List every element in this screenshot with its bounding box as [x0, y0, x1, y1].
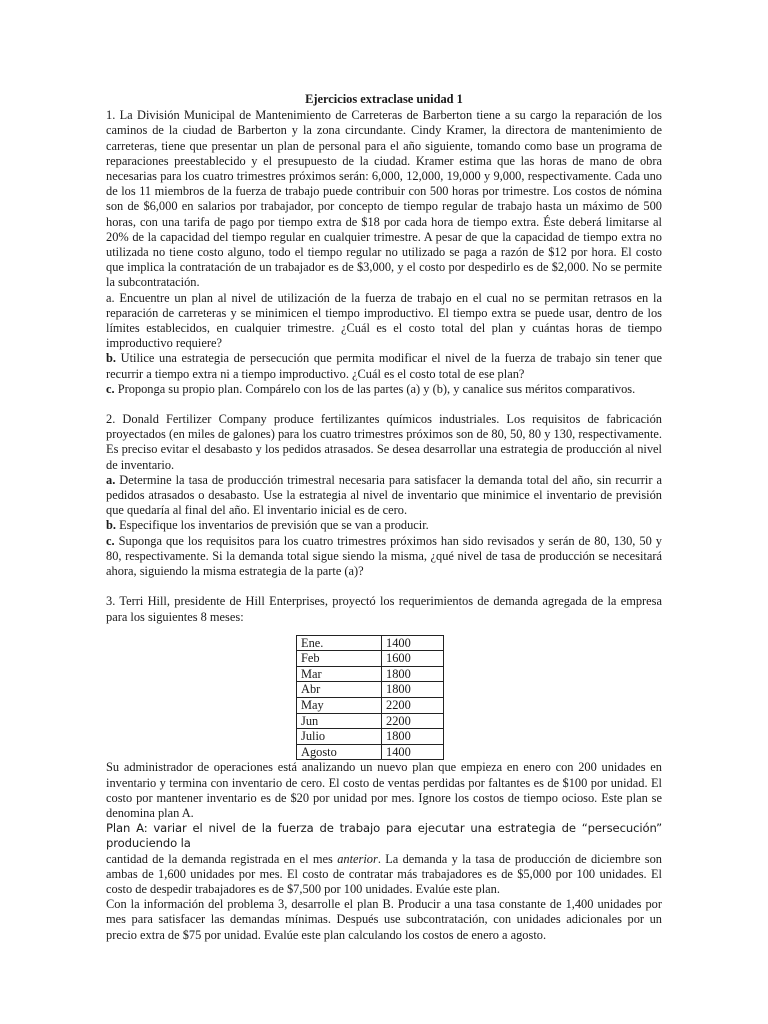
table-row [297, 682, 444, 698]
demand-cell: 1800 [382, 729, 444, 745]
part-b-label: b. [106, 351, 116, 366]
part-c-label: c. [106, 381, 115, 396]
demand-cell: 1600 [382, 651, 444, 667]
plan-a-pre: cantidad de la demanda registrada en el mes [106, 851, 338, 866]
demand-table [296, 635, 444, 761]
month-cell: Ene. [297, 635, 382, 651]
part-b-text: Especifique los inventarios de previsión que se van a producir. [116, 518, 429, 533]
table-row [297, 698, 444, 714]
demand-cell: 1800 [382, 682, 444, 698]
plan-a-description [106, 852, 662, 898]
demand-cell: 2200 [382, 698, 444, 714]
page-title: Ejercicios extraclase unidad 1 [305, 92, 463, 106]
part-c-text: Suponga que los requisitos para los cuatro trimestres próximos han sido revisados y serán de 80, 130, 50 y 80, respectivamente. Si la demanda total sigue siendo la misma, ¿qué nivel de tasa de producción se necesitará ahora, siguiendo la misma estrategia de la parte (a)? [106, 533, 662, 579]
part-a-label: a. [106, 472, 116, 487]
month-cell: Abr [297, 682, 382, 698]
problem-2-part-c [106, 534, 662, 580]
problem-1 [106, 108, 662, 397]
part-c-text: Proponga su propio plan. Compárelo con los de las partes (a) y (b), y canalice sus méritos comparativos. [114, 381, 636, 396]
problem-1-statement: 1. La División Municipal de Mantenimiento de Carreteras de Barberton tiene a su cargo la reparación de los caminos de la ciudad de Barberton y la zona circundante. Cindy Kramer, la directora de mantenimiento de carreteras, tiene que presentar un plan de personal para el año siguiente, tomando como base un programa de reparaciones preestablecido y el presupuesto de la ciudad. Kramer estima que las horas de mano de obra necesarias para los cuatro trimestres próximos serán: 6,000, 12,000, 19,000 y 9,000, respectivamente. Cada uno de los 11 miembros de la fuerza de trabajo puede contribuir con 500 horas por trimestre. Los costos de nómina son de $6,000 en salarios por trabajador, por concepto de tiempo regular de trabajo hasta un máximo de 500 horas, con una tarifa de pago por tiempo extra de $18 por cada hora de tiempo extra. Éste deberá limitarse al 20% de la capacidad del tiempo regular en cualquier trimestre. A pesar de que la capacidad de tiempo extra no utilizada no tiene costo alguno, todo el tiempo regular no utilizado se paga a razón de $12 por hora. El costo que implica la contratación de un trabajador es de $3,000, y el costo por despedirlo es de $2,000. No se permite la subcontratación. [106, 108, 662, 290]
month-cell: Julio [297, 729, 382, 745]
problem-3-after-table: Su administrador de operaciones está analizando un nuevo plan que empieza en enero con 200 unidades en inventario y termina con inventario de cero. El costo de ventas perdidas por faltantes es de $100 por unidad. El costo por mantener inventario es de $20 por unidad por mes. Ignore los costos de tiempo ocioso. Este plan se denomina plan A. [106, 760, 662, 821]
part-a-text: Determine la tasa de producción trimestral necesaria para satisfacer la demanda total del año, sin recurrir a pedidos atrasados o desabasto. Use la estrategia al nivel de inventario que minimice el inventario de previsión que quedaría al final del año. El inventario inicial es de cero. [106, 472, 662, 518]
problem-1-part-b [106, 351, 662, 381]
plan-a-post: . La demanda y la tasa de producción de diciembre son ambas de 1,600 unidades por mes. El costo de contratar más trabajadores es de $5,000 por 100 unidades. El costo de despedir trabajadores es de $7,500 por 100 unidades. Evalúe este plan. [106, 851, 662, 897]
part-b-label: b. [106, 518, 116, 533]
demand-cell: 1800 [382, 666, 444, 682]
table-row [297, 635, 444, 651]
problem-2 [106, 412, 662, 579]
part-c-label: c. [106, 533, 115, 548]
table-row [297, 729, 444, 745]
demand-cell: 2200 [382, 713, 444, 729]
problem-3 [106, 594, 662, 943]
table-row [297, 666, 444, 682]
problem-2-part-a [106, 473, 662, 519]
month-cell: May [297, 698, 382, 714]
table-row [297, 713, 444, 729]
table-row [297, 651, 444, 667]
problem-1-part-c [106, 382, 662, 397]
month-cell: Jun [297, 713, 382, 729]
part-b-text: Utilice una estrategia de persecución que permita modificar el nivel de la fuerza de trabajo sin tener que recurrir a tiempo extra ni a tiempo improductivo. ¿Cuál es el costo total de ese plan? [106, 351, 662, 381]
problem-2-part-b [106, 518, 662, 533]
month-cell: Mar [297, 666, 382, 682]
problem-2-statement: 2. Donald Fertilizer Company produce fertilizantes químicos industriales. Los requisitos de fabricación proyectados (en miles de galones) para los cuatro trimestres próximos son de 80, 50, 80 y 130, respectivamente. Es preciso evitar el desabasto y los pedidos atrasados. Se desea desarrollar una estrategia de producción al nivel de inventario. [106, 412, 662, 472]
plan-b-description: Con la información del problema 3, desarrolle el plan B. Producir a una tasa constante de 1,400 unidades por mes para satisfacer las demandas mínimas. Después use subcontratación, con unidades adicionales por un precio extra de $75 por unidad. Evalúe este plan calculando los costos de enero a agosto. [106, 897, 662, 942]
plan-a-handwritten-line: Plan A: variar el nivel de la fuerza de trabajo para ejecutar una estrategia de “persecución” produciendo la [106, 821, 662, 851]
demand-cell: 1400 [382, 744, 444, 760]
problem-3-intro: 3. Terri Hill, presidente de Hill Enterprises, proyectó los requerimientos de demanda agregada de la empresa para los siguientes 8 meses: [106, 594, 662, 624]
demand-cell: 1400 [382, 635, 444, 651]
plan-a-italic: anterior [337, 851, 378, 866]
table-row [297, 744, 444, 760]
month-cell: Agosto [297, 744, 382, 760]
problem-1-part-a: a. Encuentre un plan al nivel de utilización de la fuerza de trabajo en el cual no se permitan retrasos en la reparación de carreteras y se minimicen el tiempo improductivo. El tiempo extra se puede usar, dentro de los límites establecidos, en cualquier trimestre. ¿Cuál es el costo total del plan y cuántas horas de tiempo improductivo requiere? [106, 290, 662, 351]
month-cell: Feb [297, 651, 382, 667]
